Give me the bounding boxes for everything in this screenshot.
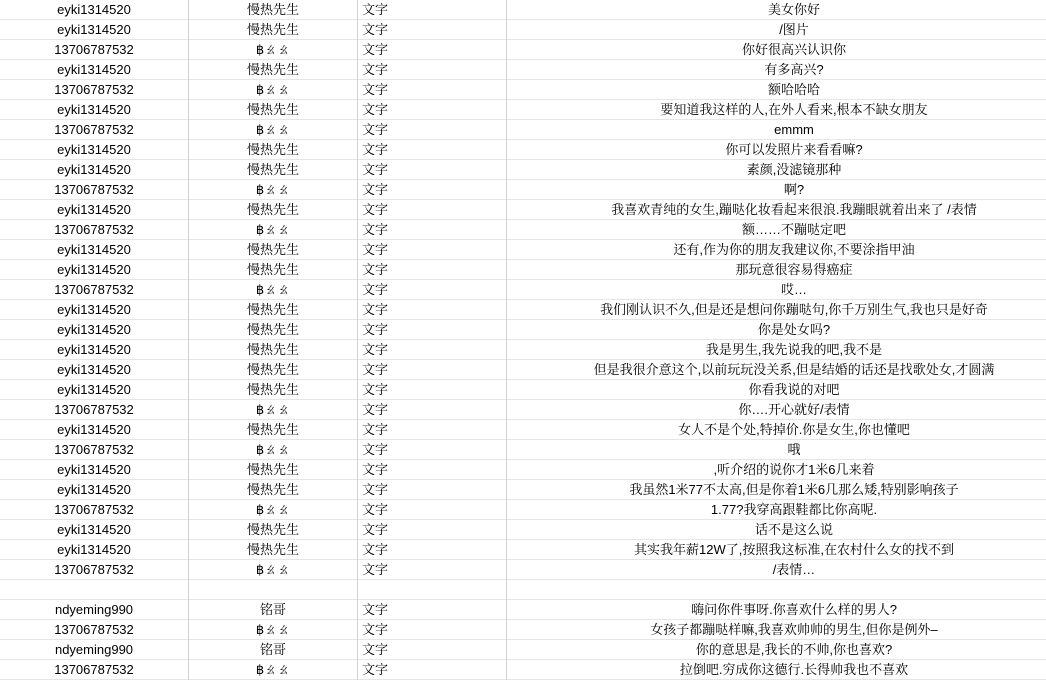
table-row [0, 560, 1046, 580]
cell-content [507, 580, 1046, 600]
cell-content: 美女你好 [507, 0, 1046, 20]
cell-sender-id: 13706787532 [0, 80, 189, 100]
cell-msg-type: 文字 [358, 0, 507, 20]
cell-sender-name: 铭哥 [189, 640, 358, 660]
cell-content: 哦 [507, 440, 1046, 460]
table-row-blank [0, 580, 1046, 600]
cell-msg-type: 文字 [358, 60, 507, 80]
cell-content: 素颜,没滤镜那种 [507, 160, 1046, 180]
cell-sender-name: 慢热先生 [189, 300, 358, 320]
cell-sender-name: 慢热先生 [189, 240, 358, 260]
cell-sender-id: ndyeming990 [0, 600, 189, 620]
cell-msg-type: 文字 [358, 520, 507, 540]
cell-sender-name: ฿ㄠㄠ [189, 660, 358, 680]
cell-content: 女孩子都蹦哒样嘛,我喜欢帅帅的男生,但你是例外– [507, 620, 1046, 640]
table-row [0, 20, 1046, 40]
cell-content: 1.77?我穿高跟鞋都比你高呢. [507, 500, 1046, 520]
cell-msg-type: 文字 [358, 600, 507, 620]
cell-sender-id: eyki1314520 [0, 160, 189, 180]
cell-content: 哎… [507, 280, 1046, 300]
cell-content: 你好很高兴认识你 [507, 40, 1046, 60]
cell-sender-id: eyki1314520 [0, 420, 189, 440]
table-row [0, 520, 1046, 540]
cell-sender-id: 13706787532 [0, 40, 189, 60]
cell-sender-id: eyki1314520 [0, 300, 189, 320]
cell-msg-type: 文字 [358, 560, 507, 580]
cell-sender-id: 13706787532 [0, 660, 189, 680]
cell-content: 你看我说的对吧 [507, 380, 1046, 400]
cell-msg-type: 文字 [358, 460, 507, 480]
cell-sender-name: 慢热先生 [189, 520, 358, 540]
table-row [0, 540, 1046, 560]
cell-sender-name: ฿ㄠㄠ [189, 120, 358, 140]
cell-sender-id: ndyeming990 [0, 640, 189, 660]
cell-sender-id: eyki1314520 [0, 340, 189, 360]
cell-content: 女人不是个处,特掉价.你是女生,你也懂吧 [507, 420, 1046, 440]
table-row [0, 140, 1046, 160]
cell-sender-id: eyki1314520 [0, 520, 189, 540]
cell-msg-type: 文字 [358, 40, 507, 60]
table-row [0, 380, 1046, 400]
table-row [0, 80, 1046, 100]
cell-sender-id: 13706787532 [0, 440, 189, 460]
cell-sender-id: eyki1314520 [0, 380, 189, 400]
cell-sender-name [189, 580, 358, 600]
cell-sender-id: eyki1314520 [0, 360, 189, 380]
cell-content: 你的意思是,我长的不帅,你也喜欢? [507, 640, 1046, 660]
cell-sender-id: eyki1314520 [0, 240, 189, 260]
table-row [0, 420, 1046, 440]
cell-sender-name: ฿ㄠㄠ [189, 560, 358, 580]
table-row [0, 320, 1046, 340]
table-row [0, 500, 1046, 520]
table-row [0, 200, 1046, 220]
cell-content: 我虽然1米77不太高,但是你着1米6几那么矮,特别影响孩子 [507, 480, 1046, 500]
cell-msg-type: 文字 [358, 220, 507, 240]
cell-content: 话不是这么说 [507, 520, 1046, 540]
table-row [0, 160, 1046, 180]
cell-msg-type: 文字 [358, 200, 507, 220]
cell-content: 嗨问你件事呀.你喜欢什么样的男人? [507, 600, 1046, 620]
table-row [0, 240, 1046, 260]
cell-content: 拉倒吧.穷成你这德行.长得帅我也不喜欢 [507, 660, 1046, 680]
cell-msg-type [358, 580, 507, 600]
cell-content: 其实我年薪12W了,按照我这标准,在农村什么女的找不到 [507, 540, 1046, 560]
cell-sender-id: 13706787532 [0, 180, 189, 200]
cell-msg-type: 文字 [358, 440, 507, 460]
cell-sender-id: eyki1314520 [0, 200, 189, 220]
table-row [0, 620, 1046, 640]
table-row [0, 300, 1046, 320]
cell-msg-type: 文字 [358, 620, 507, 640]
cell-msg-type: 文字 [358, 500, 507, 520]
table-row [0, 220, 1046, 240]
cell-sender-id: eyki1314520 [0, 140, 189, 160]
table-row [0, 400, 1046, 420]
cell-content: 你是处女吗? [507, 320, 1046, 340]
cell-msg-type: 文字 [358, 140, 507, 160]
cell-sender-name: 慢热先生 [189, 20, 358, 40]
cell-msg-type: 文字 [358, 380, 507, 400]
cell-content: 你….开心就好/表情 [507, 400, 1046, 420]
cell-sender-name: 慢热先生 [189, 420, 358, 440]
cell-msg-type: 文字 [358, 640, 507, 660]
cell-msg-type: 文字 [358, 80, 507, 100]
cell-sender-name: ฿ㄠㄠ [189, 280, 358, 300]
cell-sender-id [0, 580, 189, 600]
cell-msg-type: 文字 [358, 260, 507, 280]
cell-sender-id: 13706787532 [0, 500, 189, 520]
cell-sender-id: eyki1314520 [0, 480, 189, 500]
cell-msg-type: 文字 [358, 540, 507, 560]
cell-content: 啊? [507, 180, 1046, 200]
table-row [0, 600, 1046, 620]
cell-sender-name: ฿ㄠㄠ [189, 440, 358, 460]
cell-sender-name: ฿ㄠㄠ [189, 500, 358, 520]
cell-content: 那玩意很容易得癌症 [507, 260, 1046, 280]
cell-sender-name: 慢热先生 [189, 360, 358, 380]
cell-sender-name: ฿ㄠㄠ [189, 620, 358, 640]
cell-msg-type: 文字 [358, 360, 507, 380]
table-row [0, 40, 1046, 60]
table-row [0, 460, 1046, 480]
cell-sender-name: 慢热先生 [189, 0, 358, 20]
table-row [0, 180, 1046, 200]
cell-sender-id: eyki1314520 [0, 100, 189, 120]
cell-sender-name: 慢热先生 [189, 480, 358, 500]
cell-msg-type: 文字 [358, 320, 507, 340]
table-row [0, 340, 1046, 360]
cell-sender-name: 慢热先生 [189, 200, 358, 220]
cell-sender-id: 13706787532 [0, 620, 189, 640]
cell-sender-id: 13706787532 [0, 220, 189, 240]
cell-sender-name: 慢热先生 [189, 460, 358, 480]
cell-sender-id: 13706787532 [0, 280, 189, 300]
cell-sender-id: eyki1314520 [0, 60, 189, 80]
cell-content: 我们刚认识不久,但是还是想问你蹦哒句,你千万别生气,我也只是好奇 [507, 300, 1046, 320]
cell-content: emmm [507, 120, 1046, 140]
cell-msg-type: 文字 [358, 340, 507, 360]
cell-sender-name: 慢热先生 [189, 320, 358, 340]
cell-sender-name: ฿ㄠㄠ [189, 400, 358, 420]
cell-msg-type: 文字 [358, 420, 507, 440]
cell-msg-type: 文字 [358, 180, 507, 200]
cell-sender-id: eyki1314520 [0, 460, 189, 480]
cell-msg-type: 文字 [358, 400, 507, 420]
cell-sender-name: 铭哥 [189, 600, 358, 620]
table-row [0, 280, 1046, 300]
cell-sender-id: eyki1314520 [0, 20, 189, 40]
cell-sender-name: 慢热先生 [189, 140, 358, 160]
cell-content: ,听介绍的说你才1米6几来着 [507, 460, 1046, 480]
cell-sender-name: 慢热先生 [189, 100, 358, 120]
table-row [0, 640, 1046, 660]
cell-msg-type: 文字 [358, 240, 507, 260]
cell-sender-id: eyki1314520 [0, 320, 189, 340]
cell-sender-name: 慢热先生 [189, 160, 358, 180]
cell-msg-type: 文字 [358, 100, 507, 120]
cell-msg-type: 文字 [358, 660, 507, 680]
table-row [0, 100, 1046, 120]
table-row [0, 480, 1046, 500]
cell-msg-type: 文字 [358, 20, 507, 40]
table-row [0, 0, 1046, 20]
cell-content: 我是男生,我先说我的吧,我不是 [507, 340, 1046, 360]
cell-sender-id: 13706787532 [0, 120, 189, 140]
cell-sender-name: 慢热先生 [189, 540, 358, 560]
cell-sender-name: ฿ㄠㄠ [189, 220, 358, 240]
table-row [0, 360, 1046, 380]
cell-content: 我喜欢青纯的女生,蹦哒化妆看起来很浪.我蹦眼就着出来了 /表情 [507, 200, 1046, 220]
table-row [0, 120, 1046, 140]
cell-sender-name: 慢热先生 [189, 260, 358, 280]
table-row [0, 440, 1046, 460]
cell-sender-id: eyki1314520 [0, 540, 189, 560]
table-row [0, 260, 1046, 280]
cell-msg-type: 文字 [358, 280, 507, 300]
cell-sender-id: eyki1314520 [0, 260, 189, 280]
cell-sender-id: eyki1314520 [0, 0, 189, 20]
cell-msg-type: 文字 [358, 120, 507, 140]
cell-sender-id: 13706787532 [0, 400, 189, 420]
cell-content: /表情… [507, 560, 1046, 580]
cell-msg-type: 文字 [358, 160, 507, 180]
cell-sender-name: 慢热先生 [189, 340, 358, 360]
cell-content: /图片 [507, 20, 1046, 40]
cell-msg-type: 文字 [358, 300, 507, 320]
cell-sender-name: ฿ㄠㄠ [189, 40, 358, 60]
cell-content: 有多高兴? [507, 60, 1046, 80]
cell-content: 额哈哈哈 [507, 80, 1046, 100]
cell-content: 额……不蹦哒定吧 [507, 220, 1046, 240]
cell-sender-id: 13706787532 [0, 560, 189, 580]
cell-content: 但是我很介意这个,以前玩玩没关系,但是结婚的话还是找歌处女,才圆满 [507, 360, 1046, 380]
table-row [0, 60, 1046, 80]
cell-msg-type: 文字 [358, 480, 507, 500]
cell-sender-name: 慢热先生 [189, 380, 358, 400]
cell-content: 你可以发照片来看看嘛? [507, 140, 1046, 160]
table-row [0, 660, 1046, 680]
cell-sender-name: ฿ㄠㄠ [189, 80, 358, 100]
cell-sender-name: 慢热先生 [189, 60, 358, 80]
cell-content: 还有,作为你的朋友我建议你,不要涂指甲油 [507, 240, 1046, 260]
cell-content: 要知道我这样的人,在外人看来,根本不缺女朋友 [507, 100, 1046, 120]
cell-sender-name: ฿ㄠㄠ [189, 180, 358, 200]
